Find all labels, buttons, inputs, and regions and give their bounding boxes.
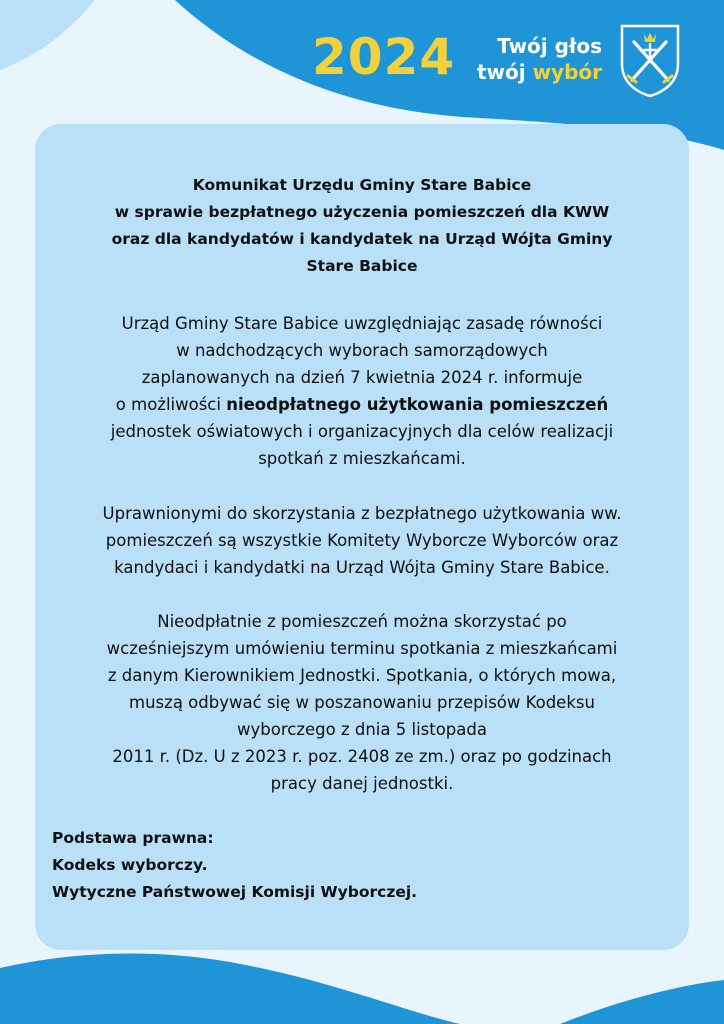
paragraph-line: 2011 r. (Dz. U z 2023 r. poz. 2408 ze zm.) oraz po godzinach bbox=[112, 747, 612, 766]
paragraph-text: o możliwości bbox=[115, 395, 227, 414]
legal-basis bbox=[52, 825, 672, 906]
paragraph-information bbox=[35, 310, 689, 472]
notice-title-line: Stare Babice bbox=[306, 257, 418, 275]
paragraph-line: jednostek oświatowych i organizacyjnych dla celów realizacji bbox=[110, 422, 614, 441]
paragraph-line: zaplanowanych na dzień 7 kwietnia 2024 r. informuje bbox=[141, 368, 583, 387]
slogan-line-1: Twój głos bbox=[497, 34, 602, 58]
paragraph-line: pomieszczeń są wszystkie Komitety Wyborcze Wyborców oraz bbox=[105, 531, 619, 550]
gmina-coat-of-arms-icon bbox=[618, 22, 682, 98]
slogan-line-2-start: twój bbox=[476, 60, 533, 84]
paragraph-line: Urząd Gminy Stare Babice uwzględniając zasadę równości bbox=[121, 314, 603, 333]
slogan bbox=[452, 33, 602, 85]
paragraph-line bbox=[35, 391, 689, 418]
paragraph-line: spotkań z mieszkańcami. bbox=[258, 449, 466, 468]
legal-basis-item: Wytyczne Państwowej Komisji Wyborczej. bbox=[52, 883, 418, 901]
notice-title-line: w sprawie bezpłatnego użyczenia pomieszczeń dla KWW bbox=[114, 203, 610, 221]
legal-basis-heading: Podstawa prawna: bbox=[52, 829, 214, 847]
paragraph-line: w nadchodzących wyborach samorządowych bbox=[176, 341, 548, 360]
paragraph-line: kandydaci i kandydatki na Urząd Wójta Gminy Stare Babice. bbox=[114, 558, 610, 577]
paragraph-line: z danym Kierownikiem Jednostki. Spotkania, o których mowa, bbox=[107, 666, 617, 685]
slogan-line-2 bbox=[452, 59, 602, 85]
paragraph-line: Nieodpłatnie z pomieszczeń można skorzystać po bbox=[157, 612, 567, 631]
top-left-wave bbox=[0, 0, 95, 70]
legal-basis-item: Kodeks wyborczy. bbox=[52, 856, 208, 874]
notice-title-line: Komunikat Urzędu Gminy Stare Babice bbox=[192, 176, 532, 194]
paragraph-line: pracy danej jednostki. bbox=[270, 774, 454, 793]
paragraph-line: Uprawnionymi do skorzystania z bezpłatnego użytkowania ww. bbox=[102, 504, 622, 523]
bottom-right-wave bbox=[560, 980, 724, 1024]
notice-title bbox=[35, 172, 689, 280]
notice-title-line: oraz dla kandydatów i kandydatek na Urząd Wójta Gminy bbox=[111, 230, 613, 248]
paragraph-eligibility bbox=[35, 500, 689, 581]
slogan-accent: wybór bbox=[532, 60, 602, 84]
paragraph-emphasis: nieodpłatnego użytkowania pomieszczeń bbox=[226, 395, 609, 414]
paragraph-line: muszą odbywać się w poszanowaniu przepisów Kodeksu bbox=[129, 693, 595, 712]
bottom-wave bbox=[0, 953, 460, 1024]
paragraph-conditions bbox=[35, 608, 689, 797]
paragraph-line: wcześniejszym umówieniu terminu spotkania z mieszkańcami bbox=[106, 639, 618, 658]
paragraph-line: wyborczego z dnia 5 listopada bbox=[237, 720, 487, 739]
election-year: 2024 bbox=[312, 28, 456, 86]
